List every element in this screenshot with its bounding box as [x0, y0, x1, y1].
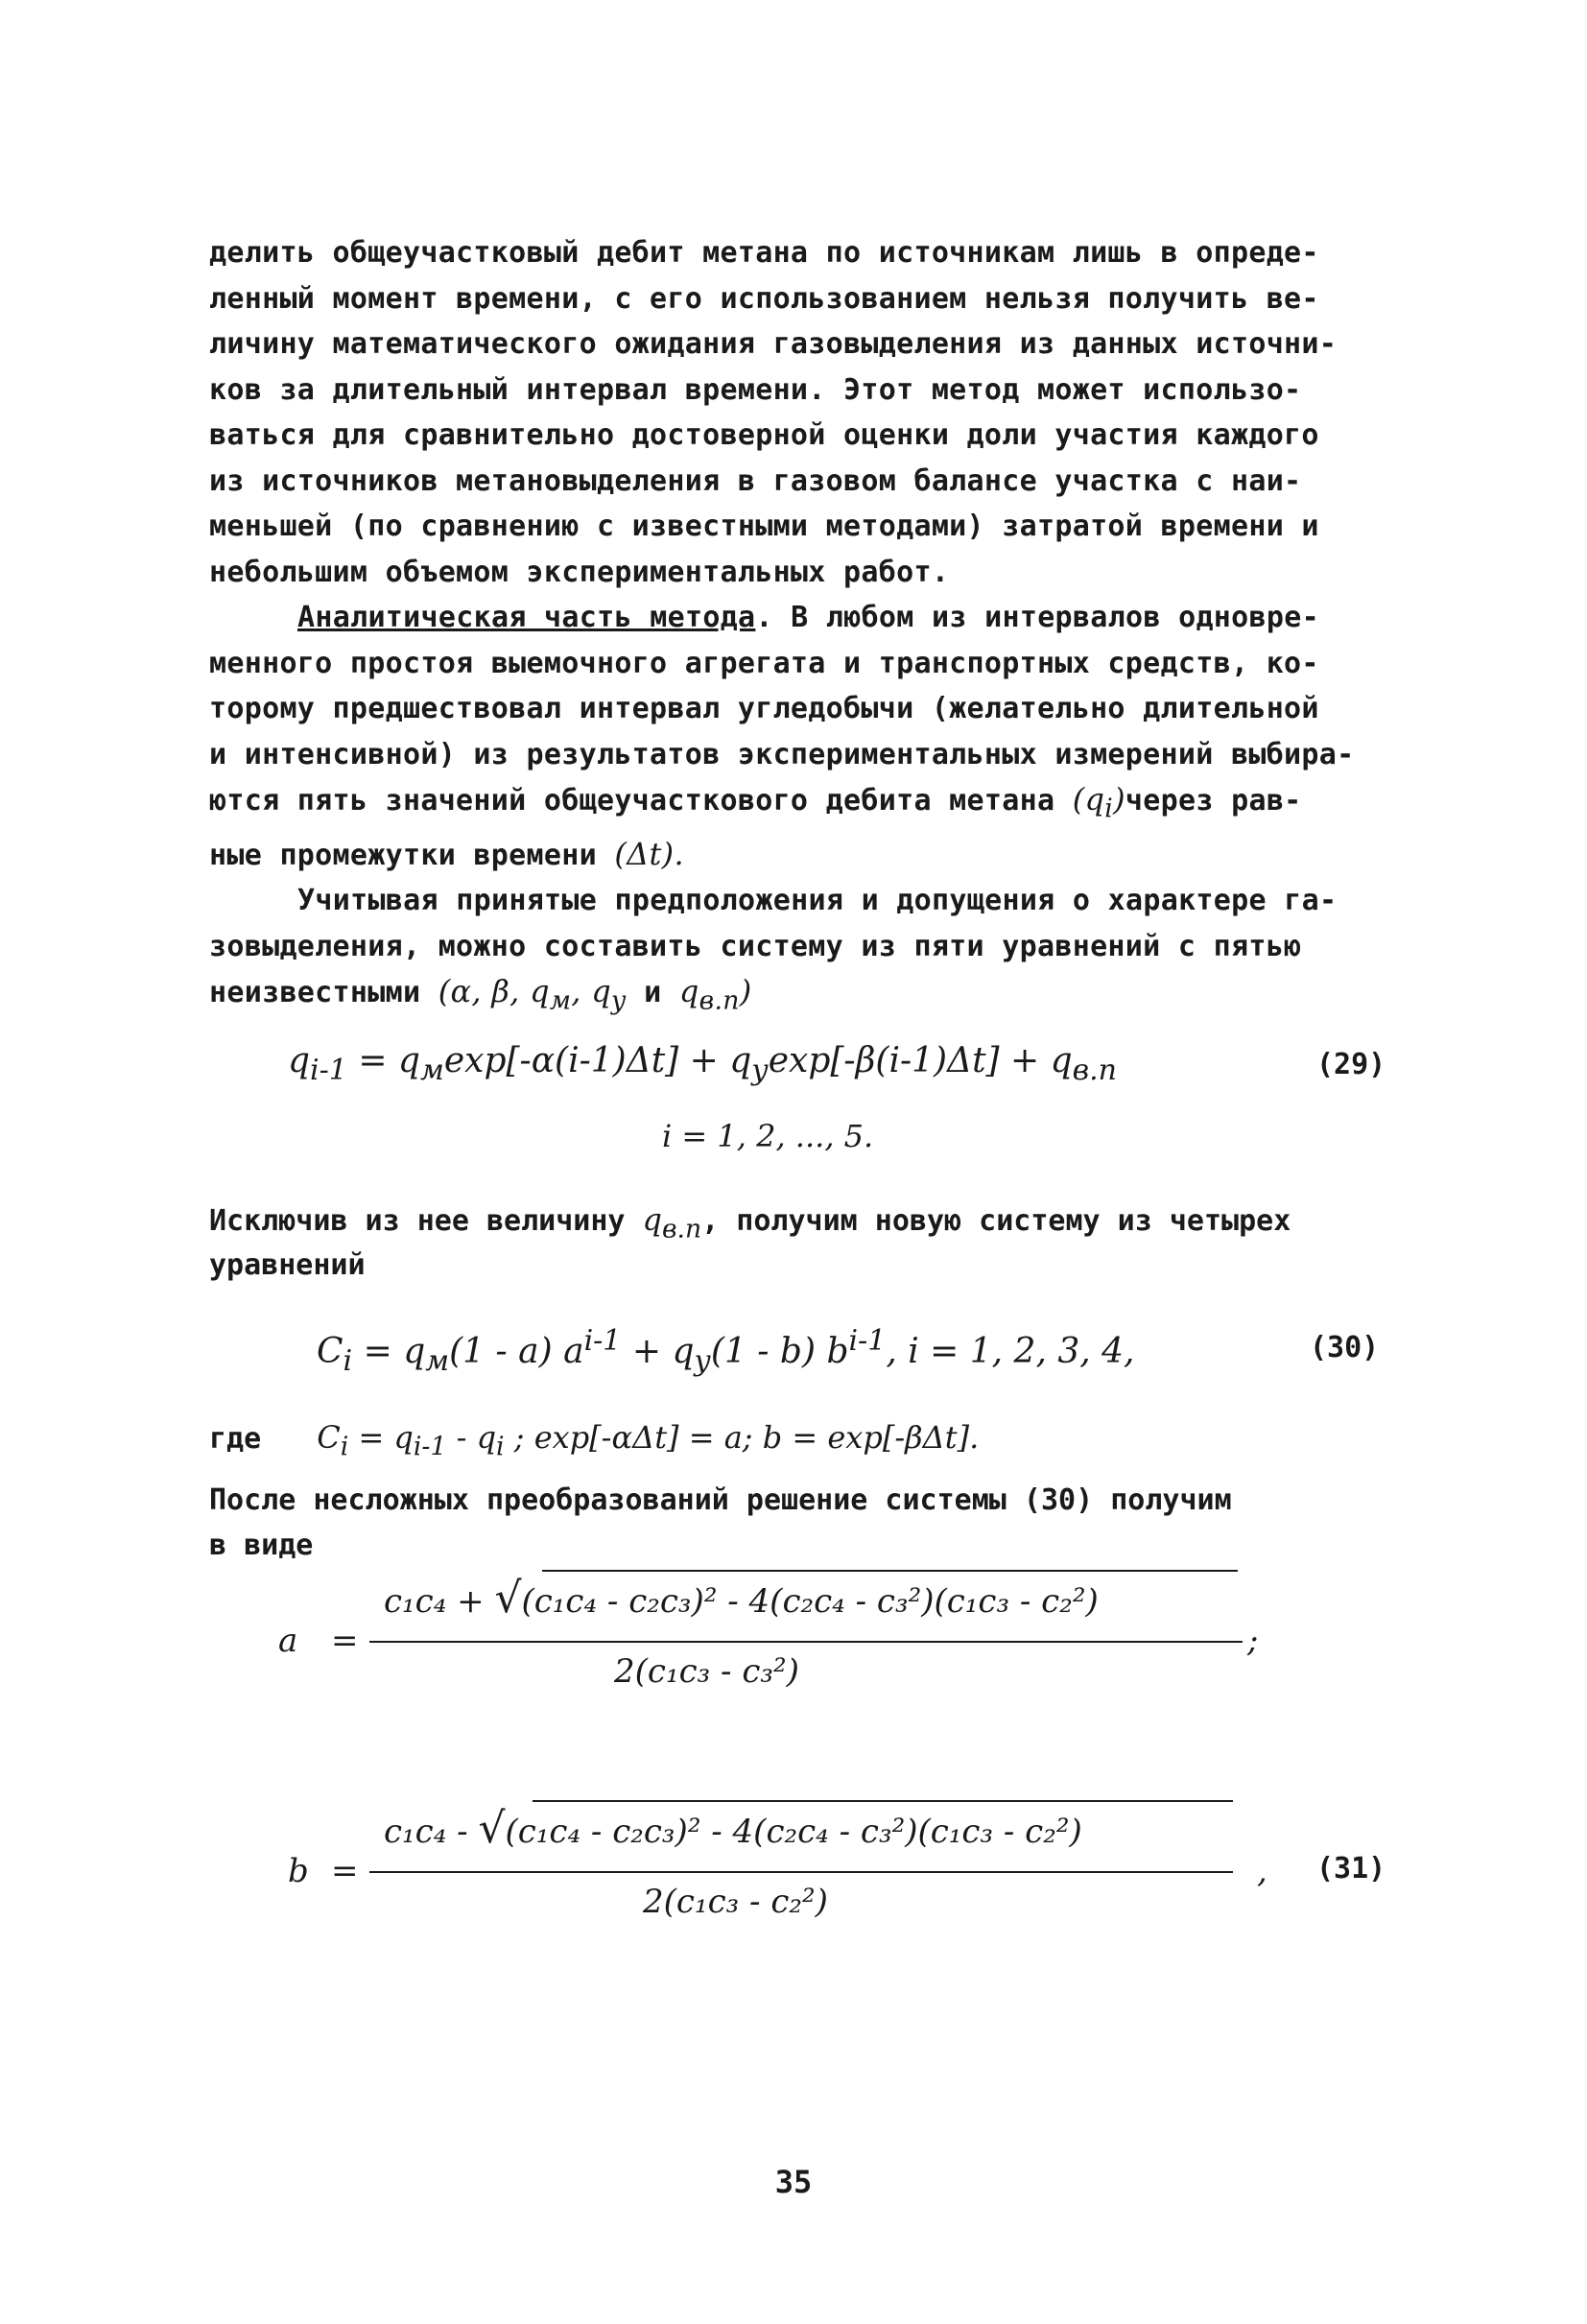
- inline-math: (Δt).: [614, 835, 684, 872]
- math-subscript: i-1: [413, 1432, 447, 1462]
- math-subscript: i: [1104, 794, 1114, 824]
- text-line: и интенсивной) из результатов экспериментальных измерений выбира-: [209, 737, 1355, 771]
- trailing-punct: ,: [1257, 1852, 1267, 1890]
- math-subscript: в.п: [699, 985, 740, 1016]
- text-line: из источников метановыделения в газовом балансе участка с наи-: [209, 463, 1302, 498]
- math-symbol: C: [317, 1419, 341, 1456]
- math-symbol: exp[-β(i-1)Δt] + q: [768, 1041, 1073, 1080]
- math-superscript: i-1: [848, 1324, 887, 1358]
- fraction-numerator: [384, 1804, 1343, 1853]
- formula-lhs: a: [278, 1622, 298, 1660]
- inline-math: [642, 1201, 702, 1245]
- equation-30: [317, 1324, 1276, 1378]
- math-symbol: , q: [571, 973, 612, 1010]
- math-symbol: (α, β, q: [438, 973, 550, 1010]
- math-subscript: i: [340, 1432, 349, 1462]
- text-span: . В любом из интервалов одновре-: [755, 601, 1319, 634]
- sqrt-symbol: √: [478, 1804, 506, 1853]
- sqrt-overline: [533, 1800, 1233, 1802]
- math-symbol: (c₁c₄ - c₂c₃)² - 4(c₂c₄ - c₃²)(c₁c₃ - c₂²): [521, 1582, 1099, 1621]
- math-symbol: = q: [352, 1332, 426, 1371]
- equation-number: (31): [1316, 1852, 1386, 1885]
- math-subscript: м: [425, 1344, 450, 1379]
- text-line: небольшим объемом экспериментальных работ.: [209, 555, 950, 589]
- math-symbol: ): [1113, 781, 1125, 818]
- text-span: ные промежутки времени: [209, 838, 615, 872]
- section-heading-line: [209, 595, 1418, 641]
- math-subscript: i: [496, 1432, 505, 1462]
- text-line: ваться для сравнительно достоверной оценки доли участия каждого: [209, 418, 1319, 452]
- math-subscript: в.п: [662, 1214, 702, 1245]
- math-symbol: c₁c₄ +: [384, 1582, 495, 1621]
- text-line: зовыделения, можно составить систему из пяти уравнений с пятью: [209, 929, 1302, 963]
- equation-number: (30): [1310, 1331, 1380, 1364]
- math-symbol: ): [739, 973, 752, 1010]
- text-line: [209, 1198, 1291, 1252]
- text-span: через рав-: [1125, 784, 1302, 818]
- section-heading: Аналитическая часть метода: [297, 601, 756, 634]
- fraction-denominator: 2(c₁c₃ - c₂²): [643, 1883, 828, 1921]
- text-span: неизвестными: [209, 976, 438, 1010]
- text-span: Исключив из нее величину: [209, 1204, 643, 1238]
- math-symbol: q: [642, 1201, 663, 1238]
- definitions-line: [209, 1415, 979, 1470]
- math-symbol: (c₁c₄ - c₂c₃)² - 4(c₂c₄ - c₃²)(c₁c₃ - c₂²): [505, 1813, 1082, 1851]
- text-span: где: [209, 1422, 262, 1456]
- inline-math: [678, 973, 752, 1016]
- text-line: ков за длительный интервал времени. Этот метод может использо-: [209, 372, 1302, 407]
- math-symbol: (1 - b) b: [710, 1332, 849, 1371]
- text-span: и: [626, 976, 679, 1010]
- math-subscript: i-1: [310, 1054, 347, 1088]
- math-superscript: i-1: [583, 1324, 622, 1358]
- math-symbol: , i = 1, 2, 3, 4,: [886, 1332, 1135, 1371]
- math-symbol: exp[-α(i-1)Δt] + q: [443, 1041, 752, 1080]
- formula-lhs: b: [288, 1852, 309, 1890]
- fraction-bar: [369, 1871, 1233, 1873]
- text-line: ленный момент времени, с его использованием нельзя получить ве-: [209, 281, 1319, 316]
- text-line: делить общеучастковый дебит метана по источникам лишь в опреде-: [209, 236, 1319, 270]
- math-symbol: c₁c₄ -: [384, 1813, 479, 1851]
- inline-math: [1072, 781, 1125, 824]
- math-subscript: м: [549, 985, 572, 1016]
- math-symbol: - q: [446, 1419, 497, 1456]
- text-line: [209, 969, 1418, 1024]
- math-subscript: i: [343, 1344, 353, 1379]
- math-symbol: C: [317, 1332, 343, 1371]
- math-symbol: (q: [1072, 781, 1105, 818]
- sqrt-symbol: √: [494, 1574, 522, 1623]
- math-symbol: q: [288, 1041, 311, 1080]
- page-number: 35: [774, 2164, 813, 2200]
- equals-sign: =: [331, 1852, 359, 1890]
- math-symbol: + q: [621, 1332, 695, 1371]
- math-symbol: = q: [346, 1041, 420, 1080]
- text-line: [209, 777, 1418, 832]
- equation-number: (29): [1316, 1048, 1386, 1081]
- math-subscript: у: [611, 985, 627, 1016]
- text-span: ются пять значений общеучасткового дебита метана: [209, 784, 1073, 818]
- math-symbol: q: [678, 973, 699, 1010]
- math-symbol: (1 - a) a: [449, 1332, 584, 1371]
- text-line: личину математического ожидания газовыделения из данных источни-: [209, 327, 1338, 361]
- sqrt-overline: [542, 1570, 1238, 1572]
- text-line: После несложных преобразований решение системы (30) получим: [209, 1483, 1232, 1517]
- math-subscript: у: [694, 1344, 711, 1379]
- text-span: , получим новую систему из четырех: [701, 1204, 1291, 1238]
- equals-sign: =: [331, 1622, 359, 1660]
- inline-math: [438, 973, 627, 1016]
- math-subscript: в.п: [1072, 1054, 1117, 1088]
- math-subscript: м: [419, 1054, 444, 1088]
- fraction-denominator: 2(c₁c₃ - c₃²): [614, 1652, 799, 1691]
- trailing-punct: ;: [1247, 1622, 1259, 1660]
- inline-math: [317, 1419, 980, 1462]
- text-line: Учитывая принятые предположения и допущения о характере га-: [297, 884, 1338, 918]
- text-line: [209, 832, 1418, 879]
- fraction-bar: [369, 1641, 1243, 1643]
- text-line: торому предшествовал интервал угледобычи (желательно длительной: [209, 692, 1319, 725]
- text-line: меньшей (по сравнению с известными методами) затратой времени и: [209, 510, 1319, 543]
- equation-29: [288, 1041, 1247, 1087]
- text-line: в виде: [209, 1529, 314, 1562]
- math-symbol: = q: [348, 1419, 414, 1456]
- math-subscript: у: [751, 1054, 769, 1088]
- text-line: уравнений: [209, 1248, 366, 1282]
- equation-range: i = 1, 2, ..., 5.: [662, 1118, 874, 1154]
- paragraph-continuation: [209, 230, 1418, 1024]
- math-symbol: ; exp[-αΔt] = a; b = exp[-βΔt].: [504, 1419, 980, 1456]
- text-line: менного простоя выемочного агрегата и транспортных средств, ко-: [209, 646, 1319, 680]
- fraction-numerator: [384, 1574, 1343, 1623]
